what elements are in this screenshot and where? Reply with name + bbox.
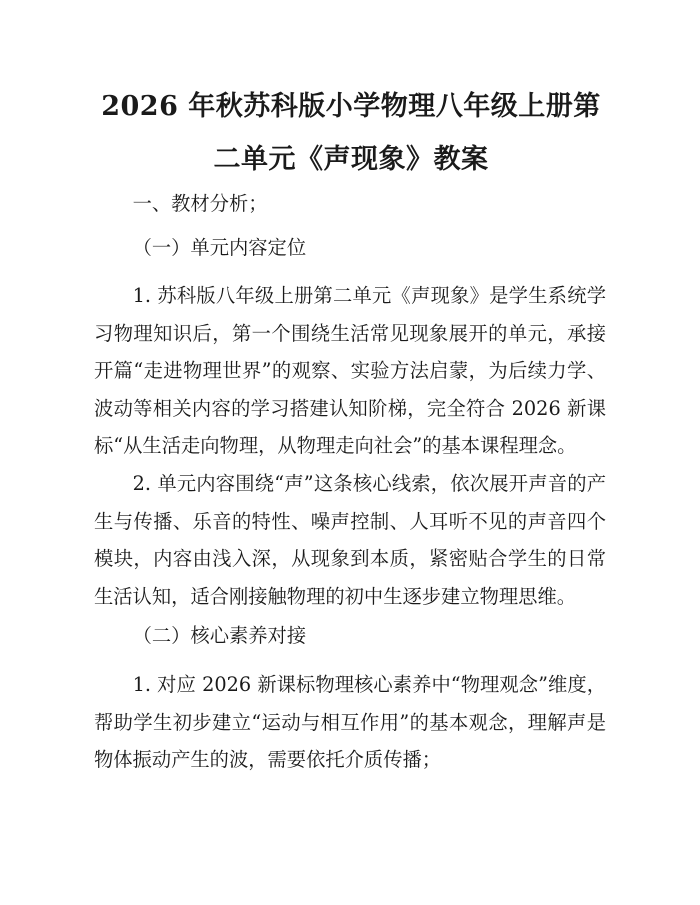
- document-title: 2026 年秋苏科版小学物理八年级上册第二单元《声现象》教案: [101, 91, 601, 175]
- paragraph-core-literacy-1: 1. 对应 2026 新课标物理核心素养中“物理观念”维度，帮助学生初步建立“运动与相互作用”的基本观念，理解声是物体振动产生的波，需要依托介质传播；: [94, 673, 606, 771]
- paragraph-positioning-1: 1. 苏科版八年级上册第二单元《声现象》是学生系统学习物理知识后，第一个围绕生活常见现象展开的单元，承接开篇“走进物理世界”的观察、实验方法启蒙，为后续力学、波动等相关内容的学习搭建认知阶梯，完全符合 2026 新课标“从生活走向物理，从物理走向社会”的基本课程理念。: [94, 284, 606, 457]
- section-heading-analysis: 一、教材分析；: [132, 192, 268, 215]
- subsection-heading-core-literacy: （二）核心素养对接: [132, 624, 307, 647]
- subsection-heading-positioning: （一）单元内容定位: [132, 236, 307, 259]
- paragraph-positioning-2: 2. 单元内容围绕“声”这条核心线索，依次展开声音的产生与传播、乐音的特性、噪声控制、人耳听不见的声音四个模块，内容由浅入深，从现象到本质，紧密贴合学生的日常生活认知，适合刚接触物理的初中生逐步建立物理思维。: [94, 472, 606, 608]
